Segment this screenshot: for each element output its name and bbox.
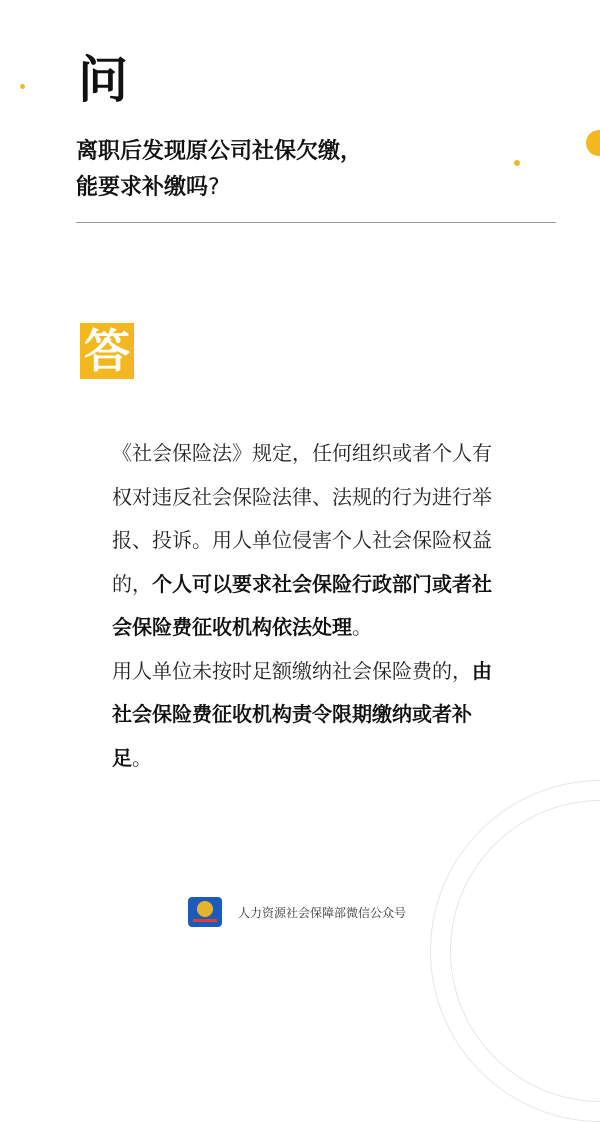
- answer-p2-normal: 用人单位未按时足额缴纳社会保险费的，: [112, 658, 472, 683]
- answer-body: [112, 432, 497, 780]
- ministry-emblem-icon: [188, 897, 222, 927]
- question-line-1: 离职后发现原公司社保欠缴，: [76, 139, 363, 164]
- question-marker: 问: [78, 51, 128, 109]
- answer-p1-bold: 个人可以要求社会保险行政部门或者社会保险费征收机构依法处理: [112, 571, 492, 639]
- footer-source: 人力资源社会保障部微信公众号: [238, 906, 407, 920]
- question-line-2-text: 能要求补缴吗: [76, 175, 209, 200]
- accent-half-circle: [586, 130, 600, 156]
- question-mark: ?: [208, 175, 220, 200]
- question-line-2: [76, 170, 516, 206]
- answer-paragraph-1: [112, 432, 497, 650]
- answer-p2-bold: 由社会保险费征收机构责令限期缴纳或者补足: [112, 658, 492, 770]
- divider: [76, 222, 556, 223]
- answer-p2-end: 。: [132, 745, 152, 770]
- accent-dot-left: [20, 84, 25, 89]
- answer-marker: 答: [80, 323, 134, 379]
- footer: [0, 896, 600, 930]
- answer-paragraph-2: [112, 650, 497, 781]
- question-title: [76, 134, 516, 206]
- answer-p1-normal: 《社会保险法》规定，任何组织或者个人有权对违反社会保险法律、法规的行为进行举报、投诉。用人单位侵害个人社会保险权益的，: [112, 441, 492, 596]
- answer-p1-end: 。: [352, 615, 372, 639]
